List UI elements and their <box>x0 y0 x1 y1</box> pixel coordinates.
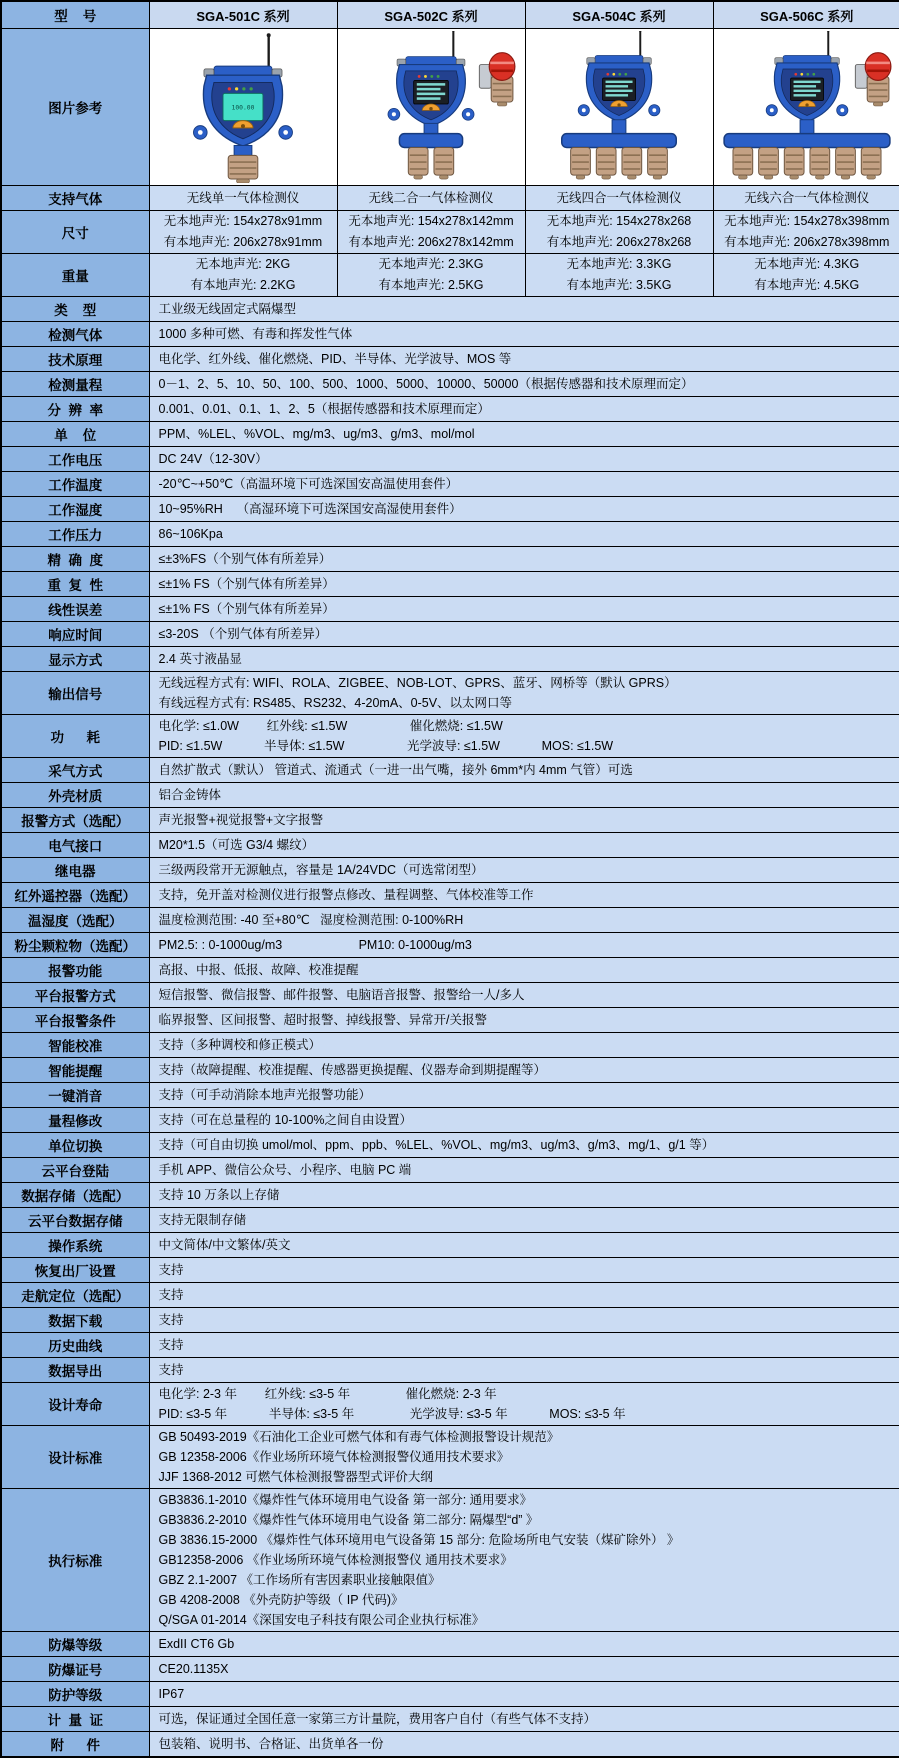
gas-type-text: 无线四合一气体检测仪 <box>526 188 713 209</box>
spec-row-label: 数据存储（选配） <box>1 1183 149 1208</box>
spec-row <box>1 1183 899 1208</box>
spec-row-label: 恢复出厂设置 <box>1 1258 149 1283</box>
spec-value-line: 支持无限制存储 <box>159 1210 899 1230</box>
spec-value-line: GBZ 2.1-2007 《工作场所有害因素职业接触限值》 <box>159 1570 899 1590</box>
spec-row-label: 检测量程 <box>1 372 149 397</box>
weight-cell <box>525 254 713 297</box>
spec-row-value <box>149 1383 899 1426</box>
gas-type-text: 无线二合一气体检测仪 <box>338 188 525 209</box>
spec-row-label: 报警功能 <box>1 958 149 983</box>
spec-row-value <box>149 1208 899 1233</box>
size-text: 有本地声光: 206x278x268 <box>526 232 713 253</box>
spec-value-line: 0－1、2、5、10、50、100、500、1000、5000、10000、50000（根据传感器和技术原理而定） <box>159 374 899 394</box>
spec-row-value <box>149 1283 899 1308</box>
size-cell <box>149 211 337 254</box>
spec-row <box>1 322 899 347</box>
spec-value-line: 短信报警、微信报警、邮件报警、电脑语音报警、报警给一人/多人 <box>159 985 899 1005</box>
spec-row-value <box>149 908 899 933</box>
spec-row <box>1 1008 899 1033</box>
spec-row-label: 防爆等级 <box>1 1632 149 1657</box>
spec-value-line: GB 3836.15-2000 《爆炸性气体环境用电气设备第 15 部分: 危险场所电气安装（煤矿除外） 》 <box>159 1530 899 1550</box>
spec-row <box>1 1133 899 1158</box>
spec-row-label: 智能提醒 <box>1 1058 149 1083</box>
spec-row <box>1 1108 899 1133</box>
spec-row-value <box>149 1707 899 1732</box>
model-header-sga-501c: SGA-501C 系列 <box>149 1 337 29</box>
spec-row-label: 设计标准 <box>1 1426 149 1489</box>
spec-value-line: 支持 <box>159 1360 899 1380</box>
spec-value-line: 工业级无线固定式隔爆型 <box>159 299 899 319</box>
spec-row <box>1 1489 899 1632</box>
gas-row-label: 支持气体 <box>1 186 149 211</box>
spec-row-label: 智能校准 <box>1 1033 149 1058</box>
size-text: 无本地声光: 154x278x142mm <box>338 211 525 232</box>
spec-row-value <box>149 1158 899 1183</box>
spec-row-label: 量程修改 <box>1 1108 149 1133</box>
sga-504c-detector-icon <box>526 31 712 183</box>
spec-row <box>1 572 899 597</box>
spec-row-value <box>149 447 899 472</box>
spec-row-value <box>149 783 899 808</box>
spec-row <box>1 622 899 647</box>
spec-row <box>1 1208 899 1233</box>
spec-row <box>1 715 899 758</box>
spec-row-label: 外壳材质 <box>1 783 149 808</box>
weight-text: 无本地声光: 2.3KG <box>338 254 525 275</box>
spec-row-label: 显示方式 <box>1 647 149 672</box>
spec-row <box>1 1058 899 1083</box>
spec-value-line: PID: ≤1.5W 半导体: ≤1.5W 光学波导: ≤1.5W MOS: ≤1.5W <box>159 736 899 756</box>
spec-row-label: 温湿度（选配） <box>1 908 149 933</box>
spec-row-label: 防爆证号 <box>1 1657 149 1682</box>
spec-row-label: 工作温度 <box>1 472 149 497</box>
model-header-sga-506c: SGA-506C 系列 <box>713 1 899 29</box>
spec-value-line: 支持（可手动消除本地声光报警功能） <box>159 1085 899 1105</box>
spec-row-label: 工作电压 <box>1 447 149 472</box>
spec-row-value <box>149 622 899 647</box>
spec-row <box>1 297 899 322</box>
spec-value-line: 包装箱、说明书、合格证、出货单各一份 <box>159 1734 899 1754</box>
size-cell <box>713 211 899 254</box>
spec-row <box>1 933 899 958</box>
spec-value-line: M20*1.5（可选 G3/4 螺纹） <box>159 835 899 855</box>
product-image-sga-502c <box>337 29 525 186</box>
spec-row-value <box>149 1233 899 1258</box>
spec-row <box>1 1033 899 1058</box>
model-header-label: 型 号 <box>1 1 149 29</box>
spec-value-line: 10~95%RH （高湿环境下可选深国安高湿使用套件） <box>159 499 899 519</box>
spec-row-value <box>149 1108 899 1133</box>
spec-row <box>1 1682 899 1707</box>
spec-value-line: 支持 <box>159 1285 899 1305</box>
spec-row-label: 历史曲线 <box>1 1333 149 1358</box>
spec-row <box>1 1632 899 1657</box>
spec-row-label: 单 位 <box>1 422 149 447</box>
spec-row-value <box>149 572 899 597</box>
spec-value-line: GB 12358-2006《作业场所环境气体检测报警仪通用技术要求》 <box>159 1447 899 1467</box>
spec-value-line: 支持 <box>159 1335 899 1355</box>
spec-row <box>1 958 899 983</box>
spec-row <box>1 1233 899 1258</box>
spec-row-value <box>149 858 899 883</box>
spec-row-value <box>149 347 899 372</box>
spec-row-label: 设计寿命 <box>1 1383 149 1426</box>
spec-row-value <box>149 372 899 397</box>
size-row-label: 尺寸 <box>1 211 149 254</box>
gas-type-cell <box>713 186 899 211</box>
spec-value-line: -20℃~+50℃（高温环境下可选深国安高温使用套件） <box>159 474 899 494</box>
spec-value-line: 支持 <box>159 1260 899 1280</box>
spec-row-value <box>149 497 899 522</box>
gas-type-text: 无线单一气体检测仪 <box>150 188 337 209</box>
size-text: 有本地声光: 206x278x142mm <box>338 232 525 253</box>
spec-value-line: GB 50493-2019《石油化工企业可燃气体和有毒气体检测报警设计规范》 <box>159 1427 899 1447</box>
spec-row <box>1 1383 899 1426</box>
sga-506c-detector-icon <box>714 31 899 183</box>
spec-row-label: 操作系统 <box>1 1233 149 1258</box>
size-row <box>1 211 899 254</box>
spec-row-value <box>149 1033 899 1058</box>
spec-row-label: 一键消音 <box>1 1083 149 1108</box>
spec-row <box>1 908 899 933</box>
weight-cell <box>713 254 899 297</box>
spec-value-line: 支持 10 万条以上存储 <box>159 1185 899 1205</box>
gas-type-text: 无线六合一气体检测仪 <box>714 188 899 209</box>
spec-row-label: 功 耗 <box>1 715 149 758</box>
spec-value-line: ≤±1% FS（个别气体有所差异） <box>159 599 899 619</box>
spec-row-value <box>149 958 899 983</box>
spec-value-line: GB 4208-2008 《外壳防护等级（ IP 代码)》 <box>159 1590 899 1610</box>
spec-value-line: 铝合金铸体 <box>159 785 899 805</box>
spec-row <box>1 1426 899 1489</box>
spec-row-label: 计 量 证 <box>1 1707 149 1732</box>
spec-row-value <box>149 1133 899 1158</box>
spec-row-label: 继电器 <box>1 858 149 883</box>
weight-row-label: 重量 <box>1 254 149 297</box>
spec-row-value <box>149 422 899 447</box>
spec-value-line: 支持（可在总量程的 10-100%之间自由设置） <box>159 1110 899 1130</box>
spec-row-value <box>149 647 899 672</box>
spec-value-line: 支持，免开盖对检测仪进行报警点修改、量程调整、气体校准等工作 <box>159 885 899 905</box>
gas-type-cell <box>337 186 525 211</box>
spec-value-line: PM2.5: : 0-1000ug/m3 PM10: 0-1000ug/m3 <box>159 935 899 955</box>
sga-502c-detector-icon <box>338 31 524 183</box>
weight-text: 有本地声光: 2.2KG <box>150 275 337 296</box>
weight-text: 有本地声光: 4.5KG <box>714 275 899 296</box>
spec-value-line: GB3836.2-2010《爆炸性气体环境用电气设备 第二部分: 隔爆型“d” 》 <box>159 1510 899 1530</box>
spec-value-line: 电化学、红外线、催化燃烧、PID、半导体、光学波导、MOS 等 <box>159 349 899 369</box>
gas-type-cell <box>149 186 337 211</box>
spec-row-label: 工作湿度 <box>1 497 149 522</box>
spec-row-label: 电气接口 <box>1 833 149 858</box>
spec-row-value <box>149 1426 899 1489</box>
spec-row-value <box>149 672 899 715</box>
spec-row-value <box>149 1333 899 1358</box>
spec-row <box>1 1158 899 1183</box>
supported-gas-row <box>1 186 899 211</box>
spec-row <box>1 833 899 858</box>
spec-value-line: JJF 1368-2012 可燃气体检测报警器型式评价大纲 <box>159 1467 899 1487</box>
size-text: 无本地声光: 154x278x91mm <box>150 211 337 232</box>
spec-value-line: 电化学: 2-3 年 红外线: ≤3-5 年 催化燃烧: 2-3 年 <box>159 1384 899 1404</box>
spec-row-label: 精 确 度 <box>1 547 149 572</box>
spec-row <box>1 1083 899 1108</box>
spec-row-value <box>149 1308 899 1333</box>
spec-row <box>1 372 899 397</box>
spec-value-line: 声光报警+视觉报警+文字报警 <box>159 810 899 830</box>
weight-cell <box>337 254 525 297</box>
spec-value-line: 86~106Kpa <box>159 524 899 544</box>
svg-text:100.00: 100.00 <box>232 105 255 112</box>
spec-row-value <box>149 1657 899 1682</box>
spec-value-line: 支持（可自由切换 umol/mol、ppm、ppb、%LEL、%VOL、mg/m3、ug/m3、g/m3、mg/1、g/1 等） <box>159 1135 899 1155</box>
spec-row-label: 粉尘颗粒物（选配） <box>1 933 149 958</box>
spec-row-label: 线性误差 <box>1 597 149 622</box>
size-text: 有本地声光: 206x278x398mm <box>714 232 899 253</box>
spec-row <box>1 497 899 522</box>
spec-row <box>1 783 899 808</box>
spec-row-value <box>149 1682 899 1707</box>
weight-cell <box>149 254 337 297</box>
spec-value-line: PPM、%LEL、%VOL、mg/m3、ug/m3、g/m3、mol/mol <box>159 424 899 444</box>
spec-row-label: 采气方式 <box>1 758 149 783</box>
spec-row-label: 响应时间 <box>1 622 149 647</box>
spec-value-line: 温度检测范围: -40 至+80℃ 湿度检测范围: 0-100%RH <box>159 910 899 930</box>
spec-row <box>1 522 899 547</box>
spec-value-line: ≤3-20S （个别气体有所差异） <box>159 624 899 644</box>
spec-row-value <box>149 472 899 497</box>
weight-text: 有本地声光: 3.5KG <box>526 275 713 296</box>
spec-value-line: 2.4 英寸液晶显 <box>159 649 899 669</box>
spec-row-value <box>149 833 899 858</box>
spec-row <box>1 1657 899 1682</box>
spec-row-label: 平台报警条件 <box>1 1008 149 1033</box>
spec-row-label: 工作压力 <box>1 522 149 547</box>
spec-row-value <box>149 1358 899 1383</box>
spec-row <box>1 1358 899 1383</box>
size-text: 无本地声光: 154x278x268 <box>526 211 713 232</box>
spec-row-label: 防护等级 <box>1 1682 149 1707</box>
spec-row <box>1 597 899 622</box>
spec-value-line: ≤±3%FS（个别气体有所差异） <box>159 549 899 569</box>
spec-row <box>1 472 899 497</box>
image-row-label: 图片参考 <box>1 29 149 186</box>
spec-row-value <box>149 1183 899 1208</box>
spec-row-value <box>149 597 899 622</box>
spec-row-label: 红外遥控器（选配） <box>1 883 149 908</box>
spec-value-line: GB12358-2006 《作业场所环境气体检测报警仪 通用技术要求》 <box>159 1550 899 1570</box>
spec-value-line: PID: ≤3-5 年 半导体: ≤3-5 年 光学波导: ≤3-5 年 MOS: ≤3-5 年 <box>159 1404 899 1424</box>
spec-row-value <box>149 1258 899 1283</box>
spec-row-label: 执行标准 <box>1 1489 149 1632</box>
spec-row-label: 单位切换 <box>1 1133 149 1158</box>
spec-row-label: 走航定位（选配） <box>1 1283 149 1308</box>
weight-text: 无本地声光: 4.3KG <box>714 254 899 275</box>
spec-row-value <box>149 1632 899 1657</box>
spec-value-line: IP67 <box>159 1684 899 1704</box>
spec-row-value <box>149 715 899 758</box>
size-text: 无本地声光: 154x278x398mm <box>714 211 899 232</box>
spec-value-line: Q/SGA 01-2014《深国安电子科技有限公司企业执行标准》 <box>159 1610 899 1630</box>
product-image-sga-501c <box>149 29 337 186</box>
spec-value-line: 无线远程方式有: WIFI、ROLA、ZIGBEE、NOB-LOT、GPRS、蓝牙、网桥等（默认 GPRS） <box>159 673 899 693</box>
spec-value-line: 支持（故障提醒、校准提醒、传感器更换提醒、仪器寿命到期提醒等） <box>159 1060 899 1080</box>
spec-row-value <box>149 297 899 322</box>
spec-row-label: 类 型 <box>1 297 149 322</box>
weight-text: 无本地声光: 2KG <box>150 254 337 275</box>
spec-value-line: 可选，保证通过全国任意一家第三方计量院，费用客户自付（有些气体不支持） <box>159 1709 899 1729</box>
gas-type-cell <box>525 186 713 211</box>
spec-row-label: 重 复 性 <box>1 572 149 597</box>
spec-row-value <box>149 808 899 833</box>
spec-row-value <box>149 547 899 572</box>
spec-value-line: 0.001、0.01、0.1、1、2、5（根据传感器和技术原理而定） <box>159 399 899 419</box>
spec-row <box>1 547 899 572</box>
spec-value-line: 中文简体/中文繁体/英文 <box>159 1235 899 1255</box>
model-header-row <box>1 1 899 29</box>
spec-row <box>1 858 899 883</box>
spec-value-line: ExdII CT6 Gb <box>159 1634 899 1654</box>
spec-value-line: CE20.1135X <box>159 1659 899 1679</box>
spec-row-value <box>149 983 899 1008</box>
spec-row-value <box>149 397 899 422</box>
spec-value-line: 1000 多种可燃、有毒和挥发性气体 <box>159 324 899 344</box>
product-image-sga-504c <box>525 29 713 186</box>
spec-value-line: 电化学: ≤1.0W 红外线: ≤1.5W 催化燃烧: ≤1.5W <box>159 716 899 736</box>
spec-row-value <box>149 322 899 347</box>
spec-row-label: 技术原理 <box>1 347 149 372</box>
spec-row <box>1 397 899 422</box>
spec-value-line: 高报、中报、低报、故障、校准提醒 <box>159 960 899 980</box>
spec-row-label: 平台报警方式 <box>1 983 149 1008</box>
spec-row <box>1 672 899 715</box>
spec-value-line: GB3836.1-2010《爆炸性气体环境用电气设备 第一部分: 通用要求》 <box>159 1490 899 1510</box>
spec-row-value <box>149 933 899 958</box>
spec-value-line: 手机 APP、微信公众号、小程序、电脑 PC 端 <box>159 1160 899 1180</box>
spec-row <box>1 1732 899 1758</box>
spec-row <box>1 883 899 908</box>
spec-row-value <box>149 1058 899 1083</box>
spec-row-label: 输出信号 <box>1 672 149 715</box>
spec-row <box>1 447 899 472</box>
spec-value-line: 支持（多种调校和修正模式） <box>159 1035 899 1055</box>
spec-row-label: 云平台数据存储 <box>1 1208 149 1233</box>
spec-row-label: 检测气体 <box>1 322 149 347</box>
spec-row-value <box>149 883 899 908</box>
spec-value-line: 支持 <box>159 1310 899 1330</box>
image-row <box>1 29 899 186</box>
spec-value-line: ≤±1% FS（个别气体有所差异） <box>159 574 899 594</box>
spec-row-value <box>149 1008 899 1033</box>
size-text: 有本地声光: 206x278x91mm <box>150 232 337 253</box>
spec-row <box>1 1258 899 1283</box>
spec-row <box>1 347 899 372</box>
spec-row-value <box>149 758 899 783</box>
spec-row <box>1 758 899 783</box>
spec-value-line: 临界报警、区间报警、超时报警、掉线报警、异常开/关报警 <box>159 1010 899 1030</box>
spec-value-line: DC 24V（12-30V） <box>159 449 899 469</box>
spec-row <box>1 983 899 1008</box>
spec-row <box>1 1283 899 1308</box>
spec-row-label: 云平台登陆 <box>1 1158 149 1183</box>
spec-row <box>1 808 899 833</box>
weight-text: 有本地声光: 2.5KG <box>338 275 525 296</box>
model-header-sga-504c: SGA-504C 系列 <box>525 1 713 29</box>
size-cell <box>337 211 525 254</box>
spec-row <box>1 647 899 672</box>
spec-row <box>1 1308 899 1333</box>
spec-row <box>1 422 899 447</box>
spec-row-label: 分 辨 率 <box>1 397 149 422</box>
spec-row-label: 报警方式（选配） <box>1 808 149 833</box>
spec-row-value <box>149 1083 899 1108</box>
sga-501c-detector-icon <box>150 31 336 183</box>
spec-row-label: 附 件 <box>1 1732 149 1758</box>
weight-row <box>1 254 899 297</box>
spec-row-value <box>149 1732 899 1758</box>
model-header-sga-502c: SGA-502C 系列 <box>337 1 525 29</box>
spec-row-value <box>149 522 899 547</box>
spec-row-label: 数据导出 <box>1 1358 149 1383</box>
spec-row <box>1 1333 899 1358</box>
spec-value-line: 自然扩散式（默认） 管道式、流通式（一进一出气嘴，接外 6mm*内 4mm 气管）可选 <box>159 760 899 780</box>
spec-value-line: 三级两段常开无源触点，容量是 1A/24VDC（可选常闭型） <box>159 860 899 880</box>
spec-row <box>1 1707 899 1732</box>
spec-row-label: 数据下载 <box>1 1308 149 1333</box>
weight-text: 无本地声光: 3.3KG <box>526 254 713 275</box>
spec-value-line: 有线远程方式有: RS485、RS232、4-20mA、0-5V、以太网口等 <box>159 693 899 713</box>
size-cell <box>525 211 713 254</box>
spec-row-value <box>149 1489 899 1632</box>
product-image-sga-506c <box>713 29 899 186</box>
